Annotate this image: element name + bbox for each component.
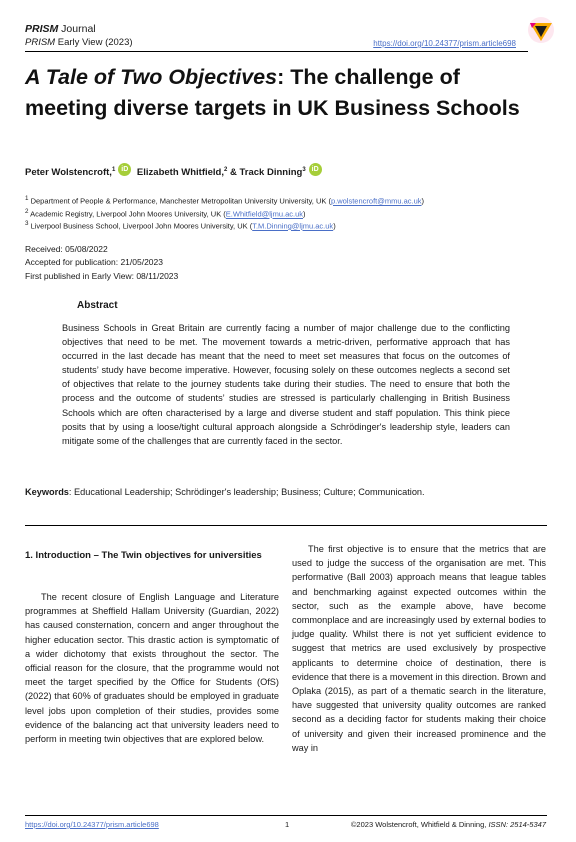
- affiliation-sup: 1: [25, 195, 29, 202]
- footer-copyright: [351, 820, 546, 829]
- affiliation-sup: 3: [25, 220, 29, 227]
- affiliation-email-link[interactable]: E.Whitfield@ljmu.ac.uk: [225, 209, 304, 219]
- affiliation-text: Academic Registry, Liverpool John Moores University, UK (: [28, 209, 226, 219]
- keywords-text: : Educational Leadership; Schrödinger's leadership; Business; Culture; Communication.: [68, 487, 425, 497]
- early-view-brand: PRISM: [25, 37, 56, 48]
- author-2: Elizabeth Whitfield,: [136, 167, 225, 178]
- section-divider: [25, 525, 547, 526]
- body-column-left: [25, 590, 279, 746]
- body-paragraph: The recent closure of English Language and Literature programmes at Sheffield Hallam University (Guardian, 2022) has caused consternation, concern and anger throughout the higher education sector. This drastic action is symptomatic of a wider dichotomy that exists throughout the sector. The official reason for the closure, that the programme would not meet the target specified by the Office for Students (OfS) (2022) that 60% of graduates should be employed in graduate level jobs upon completion of their studies, provides some evidence of the balancing act that university leaders need to perform in meeting twin objectives that are explored below.: [25, 592, 279, 745]
- affiliation-3: [25, 218, 336, 233]
- abstract-heading: Abstract: [77, 300, 118, 311]
- prism-triangle-logo-icon: [527, 16, 555, 44]
- footer-divider: [25, 815, 547, 816]
- article-title: [25, 62, 545, 124]
- orcid-icon[interactable]: iD: [309, 163, 322, 176]
- affiliation-close: ): [303, 209, 306, 219]
- issn-text: ISSN: 2514-5347: [488, 820, 546, 829]
- header-doi-link[interactable]: https://doi.org/10.24377/prism.article698: [373, 39, 516, 48]
- author-1: Peter Wolstencroft,: [25, 167, 112, 178]
- journal-brand: PRISM: [25, 23, 59, 35]
- section-heading: 1. Introduction – The Twin objectives for universities: [25, 550, 262, 561]
- affiliation-close: ): [333, 221, 336, 231]
- author-2-sup: 2: [224, 166, 228, 173]
- affiliation-close: ): [421, 196, 425, 206]
- footer-doi-link[interactable]: https://doi.org/10.24377/prism.article698: [25, 820, 159, 829]
- affiliation-text: Liverpool Business School, Liverpool John Moores University, UK (: [28, 221, 253, 231]
- author-3-sup: 3: [302, 166, 306, 173]
- early-view-label: [25, 37, 133, 49]
- affiliation-email-link[interactable]: T.M.Dinning@ljmu.ac.uk: [252, 221, 334, 231]
- affiliation-email-link[interactable]: p.wolstencroft@mmu.ac.uk: [330, 196, 422, 206]
- keywords-label: Keywords: [25, 487, 69, 497]
- header-divider: [25, 51, 528, 52]
- page-number: 1: [285, 820, 290, 829]
- title-italic: A Tale of Two Objectives: [25, 65, 278, 89]
- title-rest: : The challenge of meeting diverse targets in UK Business Schools: [25, 65, 520, 120]
- early-view-year: Early View (2023): [55, 37, 133, 48]
- author-3: & Track Dinning: [227, 167, 303, 178]
- published-date: First published in Early View: 08/11/2023: [25, 270, 179, 281]
- affiliation-sup: 2: [25, 208, 29, 215]
- orcid-icon[interactable]: iD: [118, 163, 131, 176]
- accepted-date: Accepted for publication: 21/05/2023: [25, 257, 163, 268]
- author-1-sup: 1: [111, 166, 116, 173]
- keywords: [25, 487, 425, 497]
- journal-name: [25, 23, 96, 35]
- abstract-text: Business Schools in Great Britain are currently facing a number of major challenge due to the conflicting objectives that need to be met. The movement towards a metric-driven, performative approach that has occurred in the last decade has meant that the need to meet set measures that focus on the outcomes of students’ study have become imperative. However, focusing solely on these outcomes neglects a second set of objectives that relate to the journey students take during their studies. The need to ensure that both the process and the outcome of students’ studies are stressed is particularly challenging in British Business Schools which are often characterised by a large and diverse student and staff population. This think piece posits that by using a loose/tight cultural approach alongside a Schrödinger's leadership style, leaders can mitigate some of the challenges that are currently faced in the sector.: [62, 323, 510, 446]
- publication-dates: [25, 243, 178, 283]
- author-list: [25, 163, 325, 178]
- journal-suffix: Journal: [58, 23, 96, 35]
- received-date: Received: 05/08/2022: [25, 244, 108, 254]
- affiliation-text: Department of People & Performance, Manchester Metropolitan University University, UK (: [28, 196, 331, 206]
- copyright-text: ©2023 Wolstencroft, Whitfield & Dinning,: [350, 820, 489, 829]
- body-column-right: [292, 542, 546, 755]
- body-paragraph: The first objective is to ensure that the metrics that are used to judge the success of the organisation are met. This performative (Ball 2003) approach means that league tables and benchmarking against expected outcomes within the sector, such as the example above, have become commonplace and are increasingly used by external bodies to judge quality. Whilst there is not yet sufficient evidence to suggest that metrics are used exclusively by prospective applicants to determine choice of destination, there is evidence that there is a movement in this direction. Brown and Oplaka (2015), as part of a thematic search in the literature, have suggested that university quality outcomes are ranked second as a deciding factor for students making their choice of university and given their increased prominence and the way in: [292, 544, 546, 753]
